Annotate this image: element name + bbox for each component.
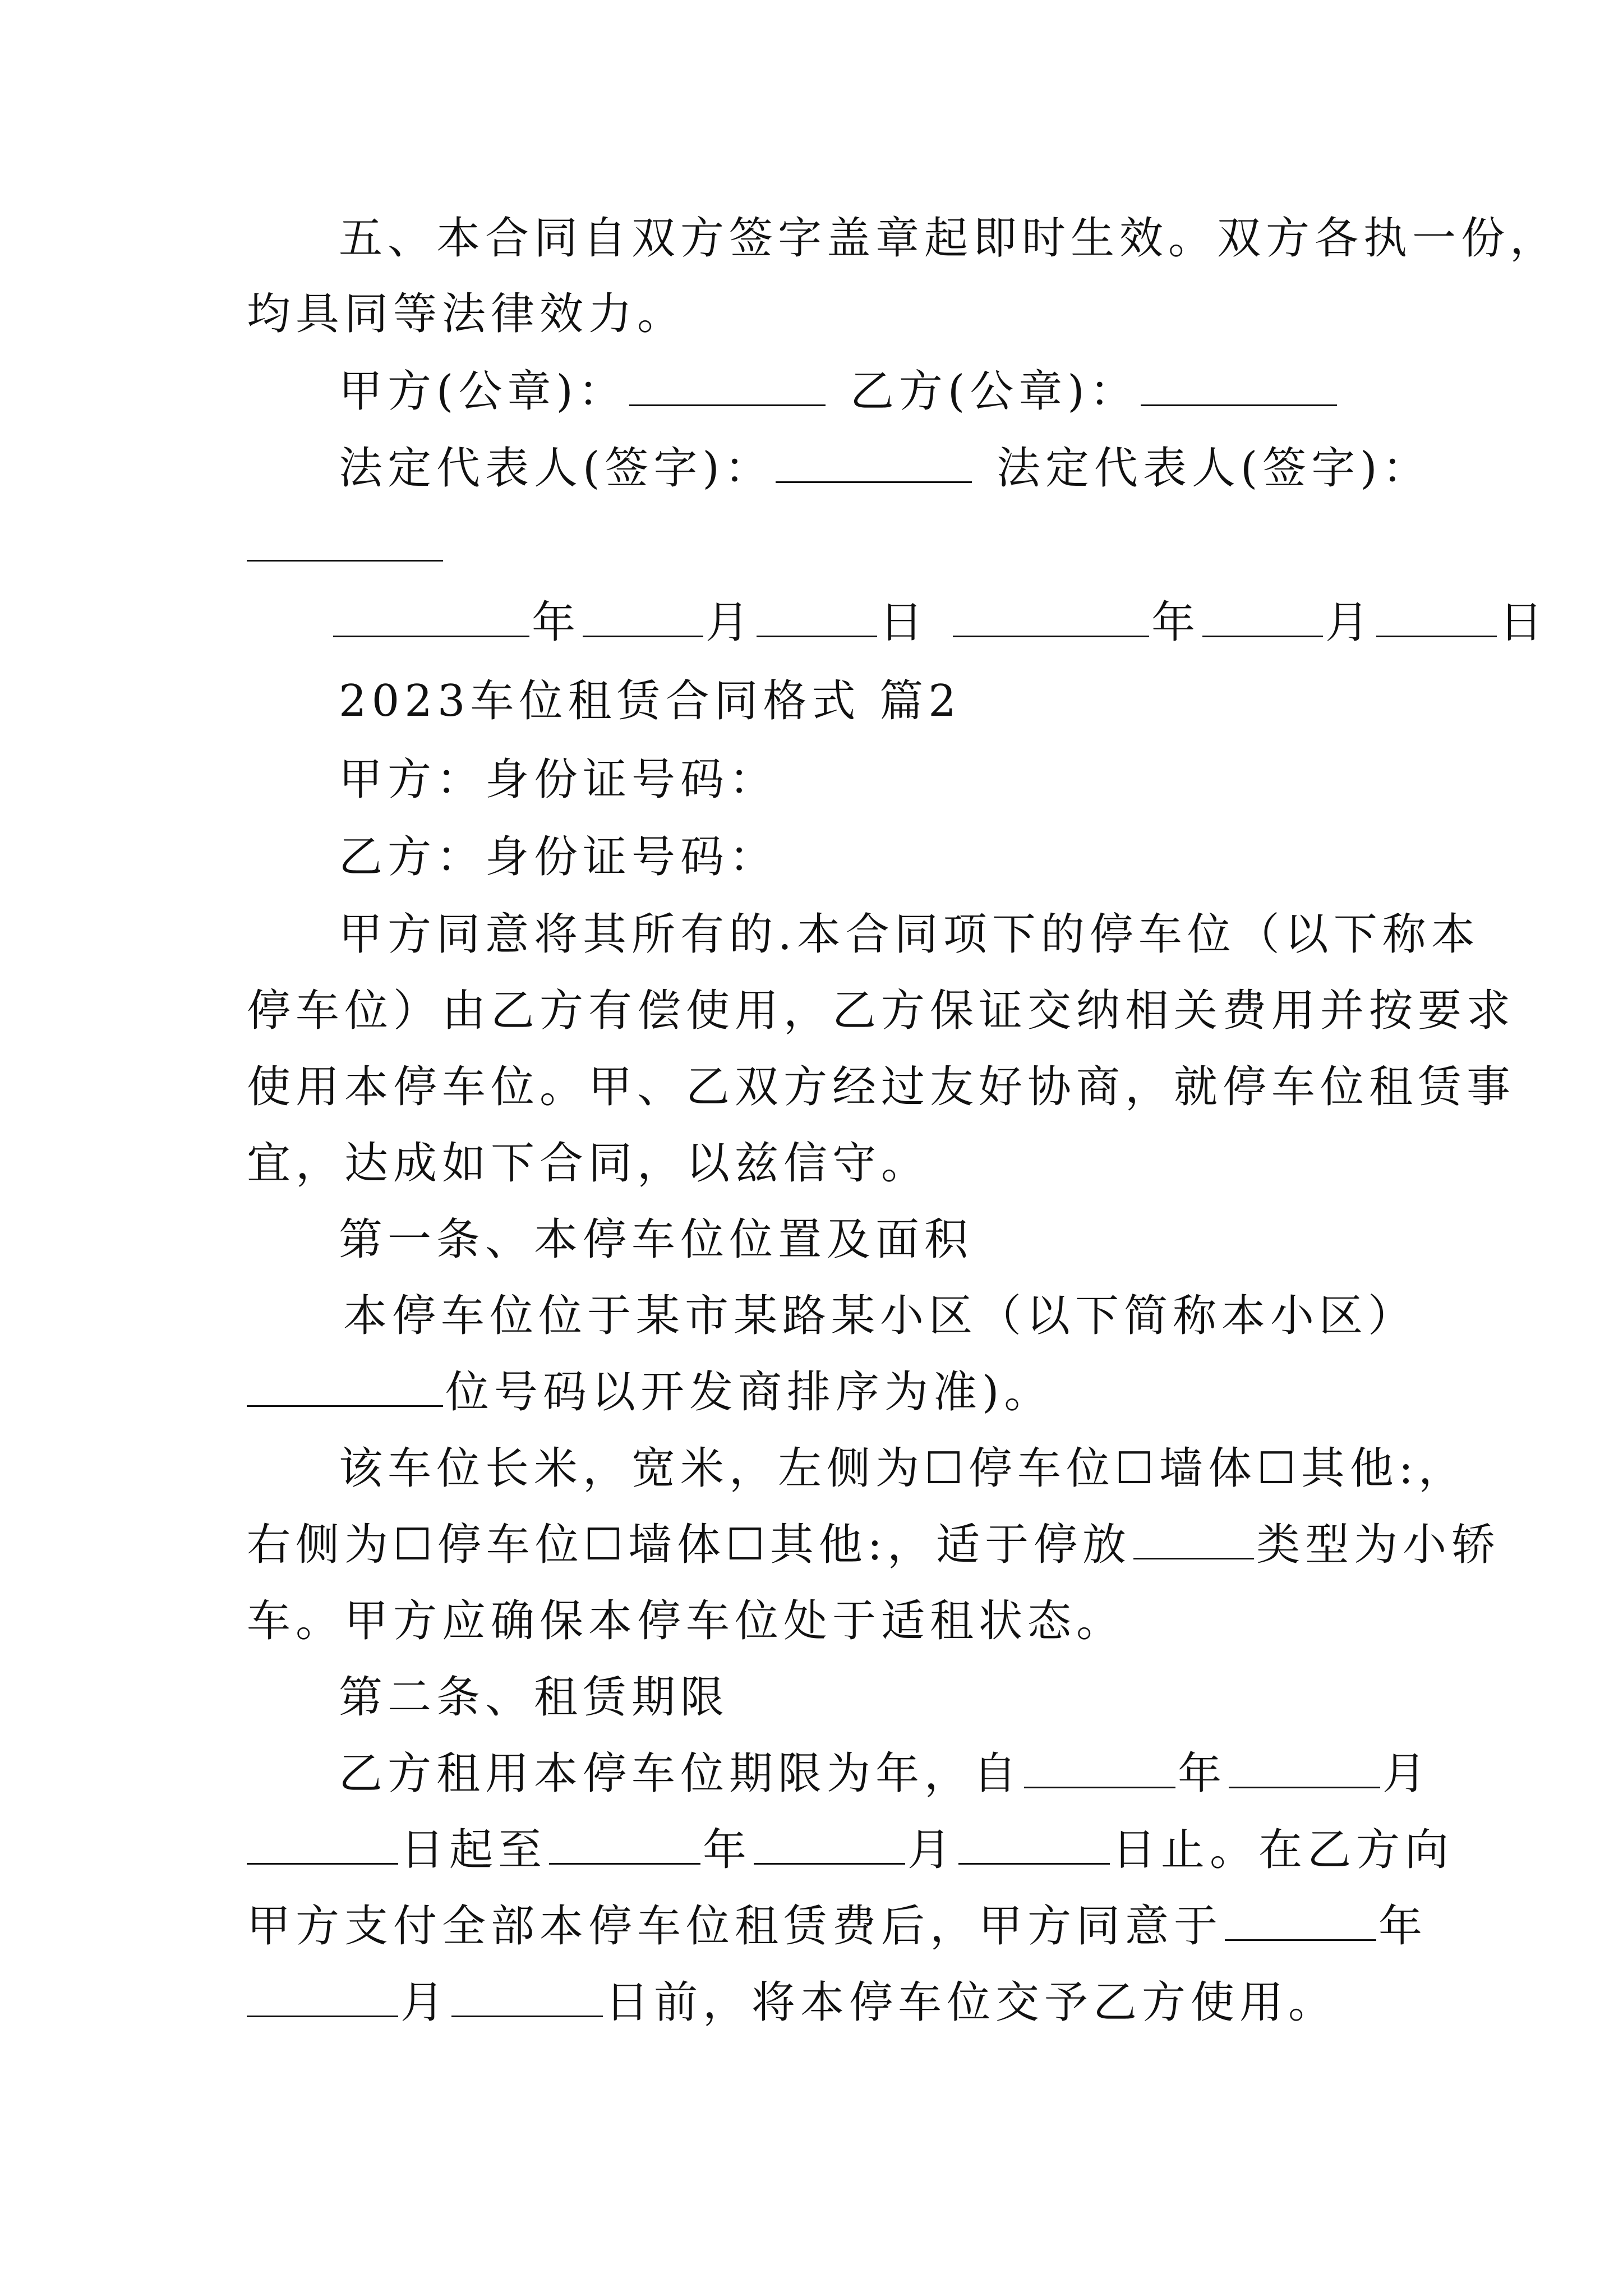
start-month-blank <box>1229 1749 1380 1788</box>
start-year-blank <box>1024 1749 1175 1788</box>
preamble-line3: 使用本停车位。甲、乙双方经过友好协商，就停车位租赁事 <box>247 1062 1516 1112</box>
end-month-blank <box>754 1825 905 1865</box>
party-a-seal-label: 甲方(公章)： <box>339 366 627 417</box>
end-year-label: 年 <box>703 1825 752 1875</box>
section-heading: 2023车位租赁合同格式 篇2 <box>339 676 961 726</box>
start-day-label: 日起至 <box>400 1825 547 1875</box>
date-a-year-blank <box>333 597 529 637</box>
lease-term-text: 乙方租用本停车位期限为年，自 <box>339 1749 1022 1799</box>
date-b-day-blank <box>1376 597 1497 637</box>
article-one-title: 第一条、本停车位位置及面积 <box>339 1214 974 1265</box>
date-row <box>331 595 1548 651</box>
article-two-line2 <box>247 1822 1454 1878</box>
party-a-rep-blank <box>776 443 972 483</box>
date-b-year-blank <box>953 597 1149 637</box>
date-b-month-label: 月 <box>1325 597 1375 648</box>
date-a-year-label: 年 <box>532 597 581 648</box>
handover-month-blank <box>247 1977 398 2017</box>
clause-five-line1: 五、本合同自双方签字盖章起即时生效。双方各执一份， <box>339 213 1559 264</box>
preamble-line4: 宜，达成如下合同，以兹信守。 <box>247 1138 930 1189</box>
handover-day-blank <box>451 1977 603 2017</box>
party-a-id: 甲方：身份证号码： <box>339 754 778 805</box>
representative-continuation <box>247 519 1391 575</box>
spot-number-blank <box>247 1367 443 1407</box>
representative-row <box>339 440 1431 496</box>
party-a-seal-blank <box>629 366 826 406</box>
date-a-day-label: 日 <box>879 597 929 648</box>
handover-month-label: 月 <box>400 1977 450 2028</box>
date-b-year-label: 年 <box>1151 597 1201 648</box>
article-one-line2 <box>247 1364 1391 1420</box>
start-month-label: 月 <box>1382 1749 1432 1799</box>
party-b-seal-label: 乙方(公章)： <box>850 366 1138 417</box>
right-side-text: 右侧为☐停车位☐墙体☐其他:，适于停放 <box>247 1520 1132 1570</box>
article-one-line3: 该车位长米，宽米，左侧为☐停车位☐墙体☐其他:， <box>339 1443 1468 1494</box>
clause-five-line2: 均具同等法律效力。 <box>247 289 686 339</box>
vehicle-type-text: 类型为小轿 <box>1256 1520 1501 1570</box>
end-month-label: 月 <box>907 1825 957 1875</box>
article-two-title: 第二条、租赁期限 <box>339 1672 730 1723</box>
preamble-line1: 甲方同意将其所有的.本合同项下的停车位（以下称本 <box>339 909 1480 960</box>
start-year-label: 年 <box>1178 1749 1227 1799</box>
handover-text: 甲方支付全部本停车位租赁费后，甲方同意于 <box>247 1901 1223 1952</box>
start-day-blank <box>247 1825 398 1865</box>
article-one-line5: 车。甲方应确保本停车位处于适租状态。 <box>247 1596 1126 1646</box>
spot-number-text: 位号码以开发商排序为准)。 <box>445 1367 1053 1418</box>
article-one-line4 <box>247 1517 1501 1573</box>
date-a-month-blank <box>583 597 703 637</box>
vehicle-type-blank <box>1133 1520 1254 1559</box>
date-a-month-label: 月 <box>706 597 755 648</box>
date-a-day-blank <box>757 597 877 637</box>
article-one-line1: 本停车位位于某市某路某小区（以下简称本小区） <box>343 1291 1417 1341</box>
date-b-day-label: 日 <box>1499 597 1548 648</box>
end-day-label: 日止。在乙方向 <box>1112 1825 1454 1875</box>
party-b-seal-blank <box>1141 366 1337 406</box>
article-two-line4 <box>247 1975 1391 2031</box>
handover-day-label: 日前，将本停车位交予乙方使用。 <box>605 1977 1338 2028</box>
handover-year-blank <box>1225 1901 1376 1941</box>
seal-row <box>339 364 1391 420</box>
party-a-rep-label: 法定代表人(签字)： <box>339 443 773 494</box>
party-b-rep-label: 法定代表人(签字)： <box>996 443 1431 494</box>
end-year-blank <box>549 1825 700 1865</box>
party-b-id: 乙方：身份证号码： <box>339 832 778 882</box>
end-day-blank <box>958 1825 1110 1865</box>
article-two-line1 <box>339 1746 1432 1802</box>
article-two-line3 <box>247 1898 1428 1954</box>
party-b-rep-blank <box>247 522 443 562</box>
date-b-month-blank <box>1202 597 1323 637</box>
handover-year-label: 年 <box>1378 1901 1428 1952</box>
preamble-line2: 停车位）由乙方有偿使用，乙方保证交纳相关费用并按要求 <box>247 986 1516 1036</box>
